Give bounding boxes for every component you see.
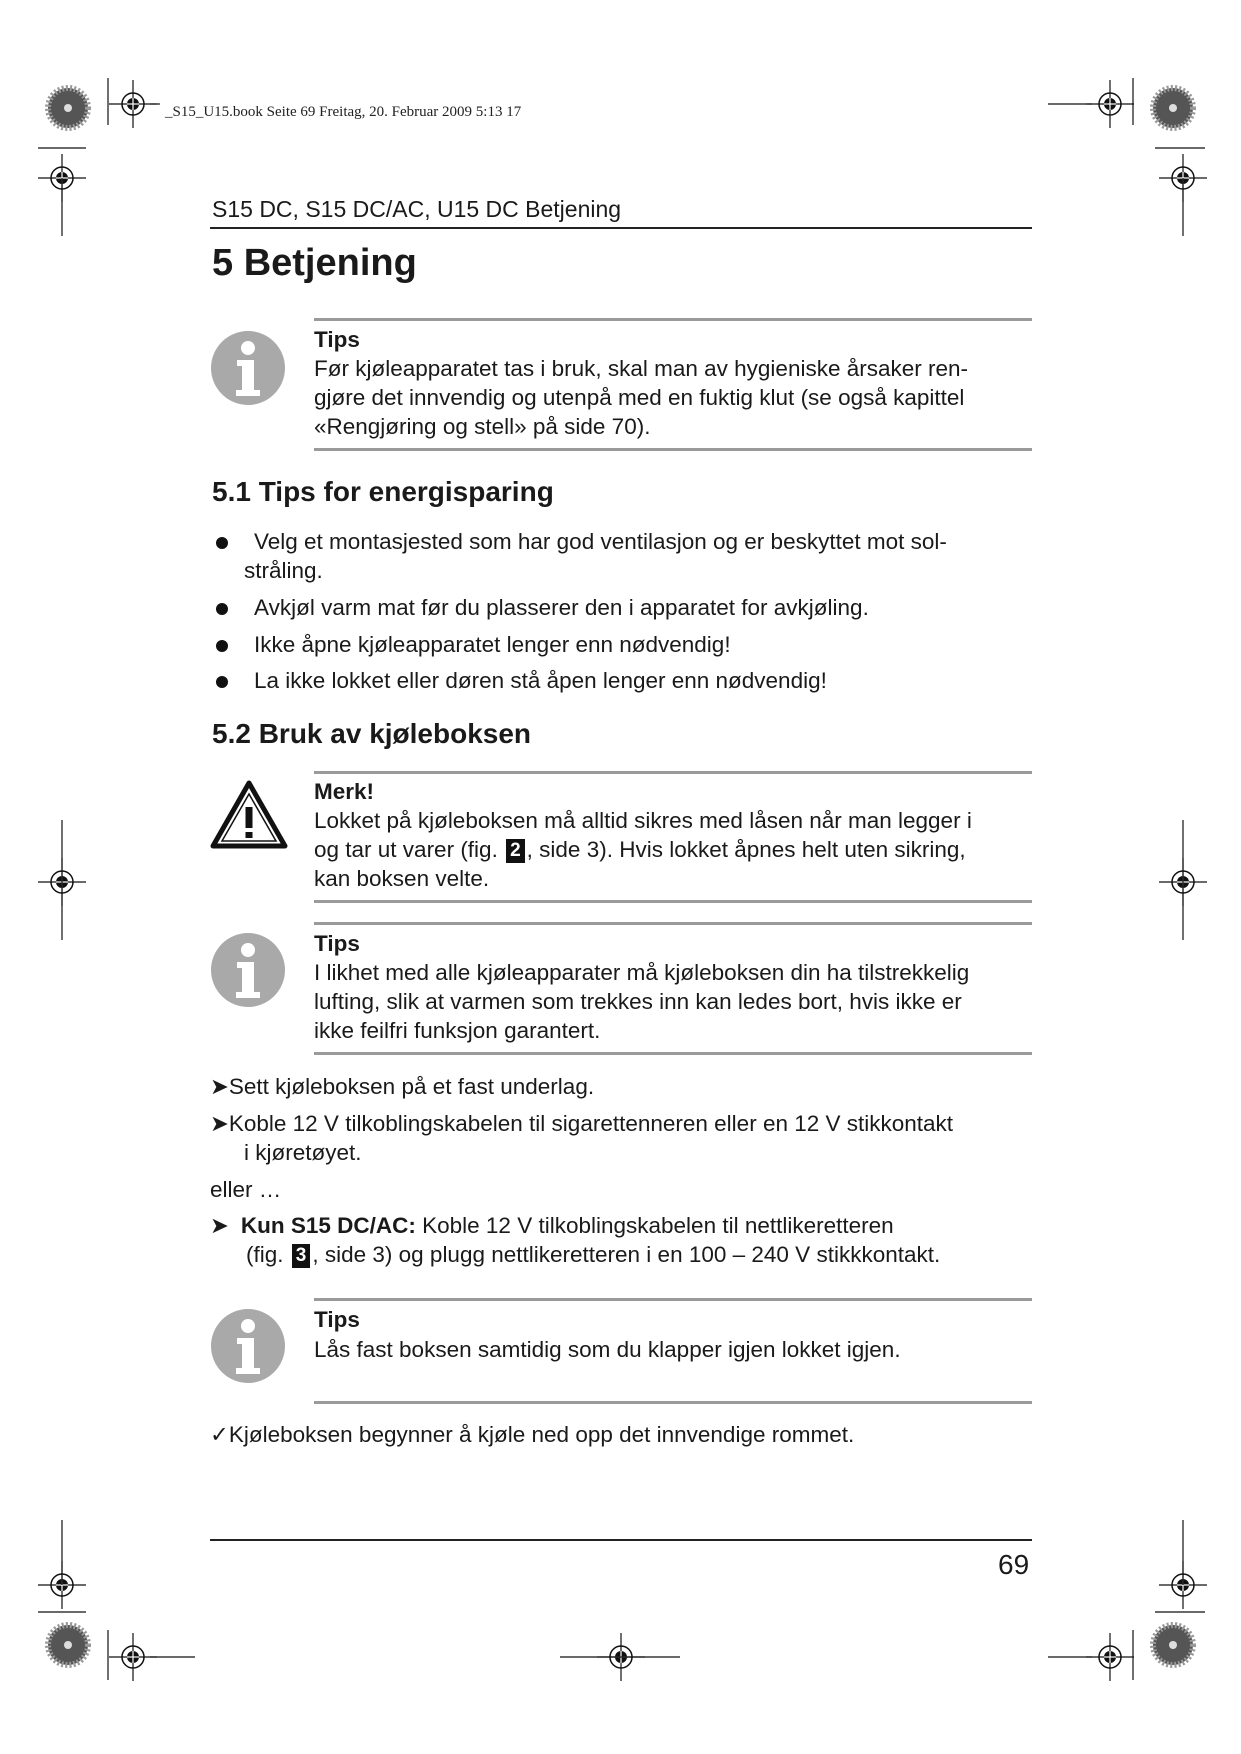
footer-rule (210, 1539, 1032, 1541)
tip-text: Lås fast boksen samtidig som du klapper igjen lokket igjen. (314, 1337, 901, 1362)
step-item (210, 1211, 1040, 1269)
step-bold-label: Kun S15 DC/AC: (240, 1213, 416, 1238)
tip-line: lufting, slik at varmen som trekkes inn kan ledes bort, hvis ikke er (314, 989, 962, 1014)
tip-title: Tips (314, 327, 360, 352)
result-item (210, 1420, 854, 1449)
step-text-continued: i kjøretøyet. (244, 1140, 362, 1165)
tip-title: Tips (314, 1307, 360, 1332)
chapter-title: 5 Betjening (212, 242, 417, 284)
tip-text (314, 354, 1034, 441)
tip-box-top-rule (314, 922, 1032, 925)
or-text: eller … (210, 1177, 282, 1202)
step-item (210, 1109, 1030, 1167)
warning-line (314, 835, 1034, 864)
check-icon: ✓ (210, 1422, 229, 1447)
step-text: (fig. (246, 1242, 284, 1267)
color-target-icon (1153, 88, 1193, 128)
bullet-item: Ikke åpne kjøleapparatet lenger enn nødvendig! (254, 632, 731, 657)
bullet-line: stråling. (244, 558, 323, 583)
warning-box-bottom-rule (314, 900, 1032, 903)
warning-line: Lokket på kjøleboksen må alltid sikres med låsen når man legger i (314, 808, 972, 833)
tip-line: I likhet med alle kjøleapparater må kjøleboksen din ha tilstrekkelig (314, 960, 970, 985)
warning-text (314, 806, 1034, 893)
bullet-line: Velg et montasjested som har god ventilasjon og er beskyttet mot sol- (254, 529, 947, 554)
tip-line: gjøre det innvendig og utenpå med en fuktig klut (se også kapittel (314, 385, 965, 410)
tip-line: Før kjøleapparatet tas i bruk, skal man av hygieniske årsaker ren- (314, 356, 969, 381)
arrow-icon: ➤ (210, 1074, 229, 1099)
tip-box-bottom-rule (314, 1401, 1032, 1404)
section-title-usage: 5.2 Bruk av kjøleboksen (212, 718, 532, 749)
color-target-icon (48, 1625, 88, 1665)
arrow-icon: ➤ (210, 1213, 229, 1238)
tip-line: «Rengjøring og stell» på side 70). (314, 414, 651, 439)
page-number: 69 (998, 1549, 1030, 1580)
running-header: S15 DC, S15 DC/AC, U15 DC Betjening (212, 196, 622, 222)
figure-ref-badge: 2 (506, 839, 525, 863)
bullet-item (244, 527, 1034, 585)
warning-line: kan boksen velte. (314, 866, 490, 891)
bullet-icon (216, 676, 228, 688)
figure-ref-badge: 3 (292, 1244, 311, 1268)
tip-line: ikke feilfri funksjon garantert. (314, 1018, 601, 1043)
warning-title: Merk! (314, 779, 375, 804)
step-text: , side 3) og plugg nettlikeretteren i en 100 – 240 V stikkkontakt. (312, 1242, 941, 1267)
warning-line-part: , side 3). Hvis lokket åpnes helt uten sikring, (526, 837, 966, 862)
warning-triangle-icon (210, 780, 288, 850)
tip-box-bottom-rule (314, 448, 1032, 451)
bullet-icon (216, 640, 228, 652)
header-rule (210, 227, 1032, 229)
color-target-icon (48, 88, 88, 128)
bullet-item: Avkjøl varm mat før du plasserer den i apparatet for avkjøling. (254, 595, 869, 620)
warning-box-top-rule (314, 771, 1032, 774)
color-target-icon (1153, 1625, 1193, 1665)
step-text: Koble 12 V tilkoblingskabelen til sigarettenneren eller en 12 V stikkontakt (228, 1111, 954, 1136)
info-icon (210, 1308, 286, 1384)
tip-box-top-rule (314, 1298, 1032, 1301)
info-icon (210, 932, 286, 1008)
step-text: Koble 12 V tilkoblingskabelen til nettlikeretteren (415, 1213, 894, 1238)
warning-line-part: og tar ut varer (fig. (314, 837, 498, 862)
tip-box-bottom-rule (314, 1052, 1032, 1055)
arrow-icon: ➤ (210, 1111, 229, 1136)
bullet-icon (216, 603, 228, 615)
tip-title: Tips (314, 931, 360, 956)
tip-box-top-rule (314, 318, 1032, 321)
bullet-icon (216, 537, 228, 549)
tip-text (314, 958, 1034, 1045)
step-item (210, 1072, 594, 1101)
section-title-energy: 5.1 Tips for energisparing (212, 476, 554, 507)
bullet-item: La ikke lokket eller døren stå åpen lenger enn nødvendig! (254, 668, 827, 693)
result-text: Kjøleboksen begynner å kjøle ned opp det innvendige rommet. (228, 1422, 855, 1447)
info-icon (210, 330, 286, 406)
step-text: Sett kjøleboksen på et fast underlag. (228, 1074, 595, 1099)
book-slug-line: _S15_U15.book Seite 69 Freitag, 20. Februar 2009 5:13 17 (165, 104, 522, 120)
